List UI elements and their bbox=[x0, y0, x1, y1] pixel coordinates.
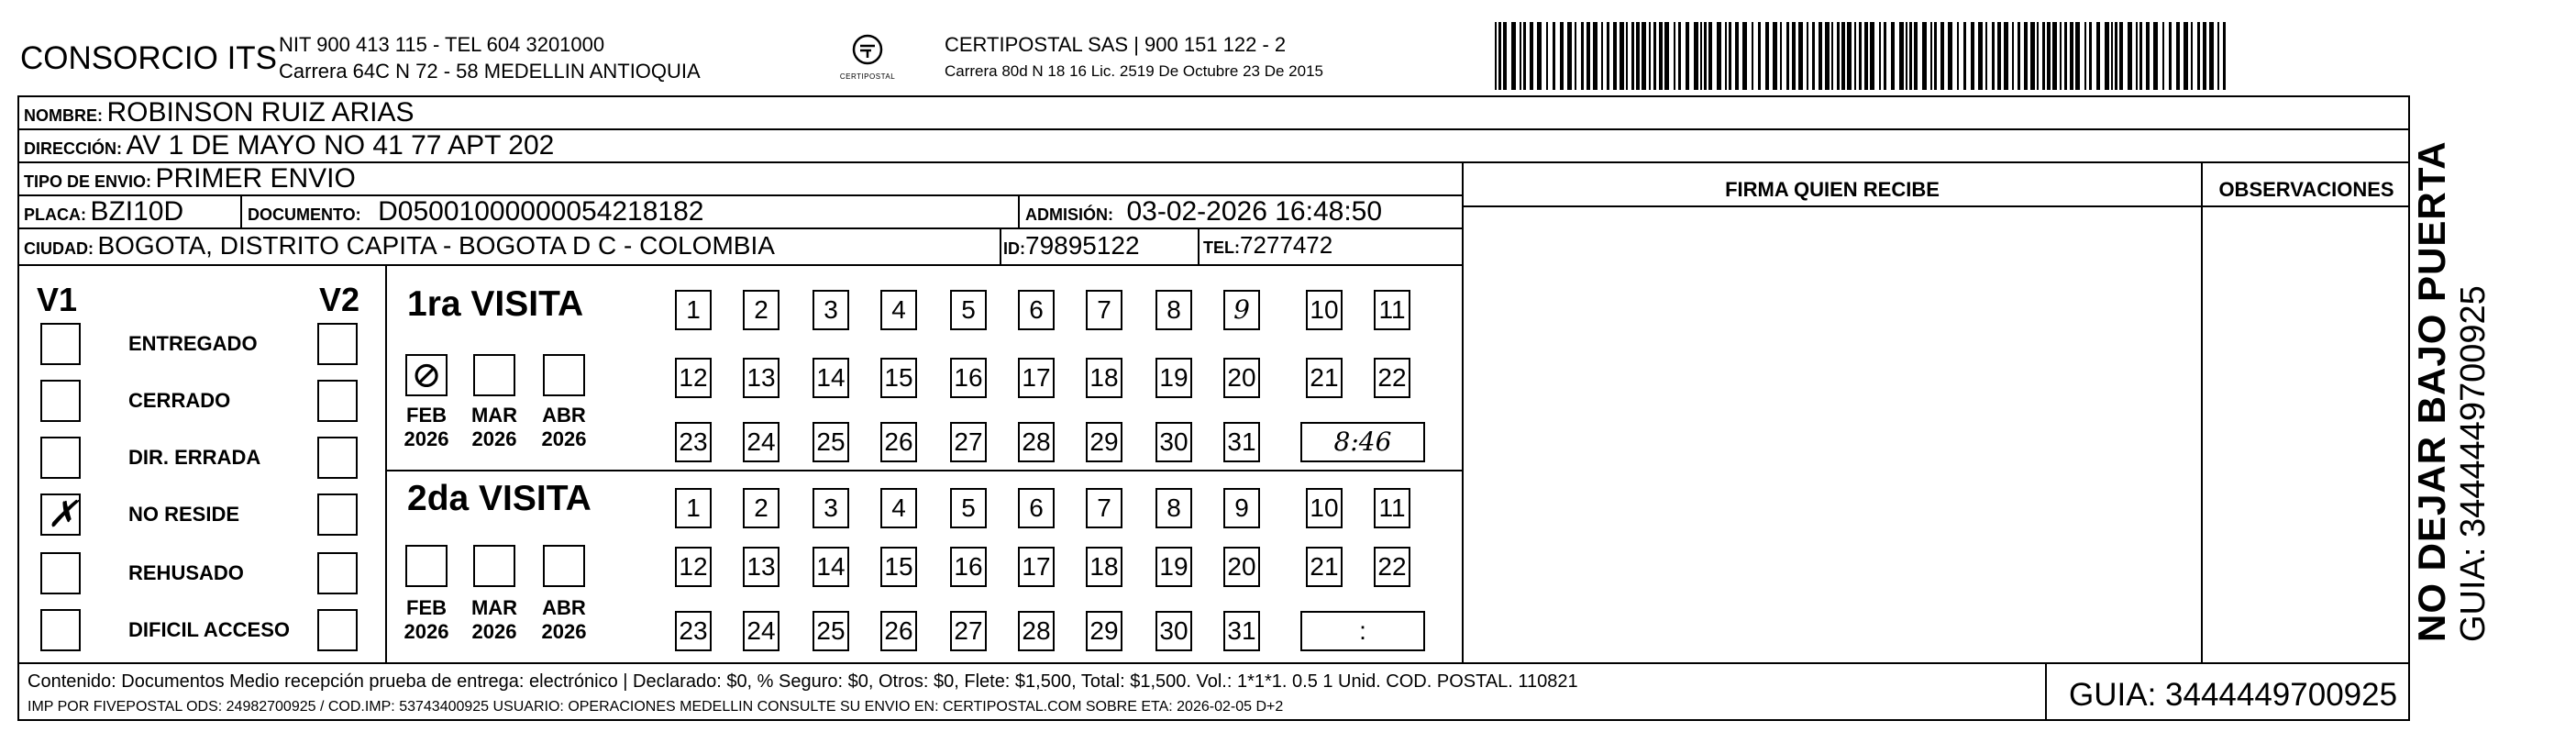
barcode-bar bbox=[1626, 22, 1628, 90]
nombre-label: NOMBRE: bbox=[24, 106, 103, 125]
barcode-bar bbox=[2203, 22, 2206, 90]
firma-header: FIRMA QUIEN RECIBE bbox=[1725, 178, 1940, 201]
barcode-bar bbox=[1807, 22, 1808, 90]
day-box[interactable]: 12 bbox=[675, 547, 712, 587]
barcode-bar bbox=[1780, 22, 1782, 90]
barcode-bar bbox=[1819, 22, 1822, 90]
barcode-bar bbox=[2024, 22, 2028, 90]
barcode-bar bbox=[2184, 22, 2188, 90]
rule bbox=[385, 470, 1462, 471]
v1-checkbox[interactable] bbox=[40, 493, 81, 536]
barcode-bar bbox=[1717, 22, 1721, 90]
barcode-bar bbox=[1704, 22, 1707, 90]
rule bbox=[17, 662, 2410, 664]
barcode-bar bbox=[1948, 22, 1952, 90]
barcode-bar bbox=[1963, 22, 1966, 90]
barcode-bar bbox=[1520, 22, 1521, 90]
day-box[interactable]: 12 bbox=[675, 358, 712, 398]
day-box[interactable]: 1 bbox=[675, 488, 712, 528]
barcode-bar bbox=[1992, 22, 1995, 90]
day-box[interactable]: 26 bbox=[880, 422, 917, 462]
day-box[interactable]: 17 bbox=[1018, 547, 1055, 587]
barcode-bar bbox=[1837, 22, 1840, 90]
barcode-bar bbox=[1537, 22, 1542, 90]
barcode-bar bbox=[2105, 22, 2109, 90]
day-box[interactable]: 5 bbox=[950, 488, 987, 528]
day-box[interactable]: 21 bbox=[1306, 547, 1343, 587]
certipostal-name: CERTIPOSTAL SAS | 900 151 122 - 2 bbox=[945, 33, 1287, 56]
company-info bbox=[279, 31, 701, 84]
barcode-bar bbox=[1694, 22, 1698, 90]
barcode-bar bbox=[1891, 22, 1895, 90]
status-label: DIFICIL ACCESO bbox=[128, 618, 291, 641]
day-box[interactable]: 10 bbox=[1306, 488, 1343, 528]
day-box[interactable]: 6 bbox=[1018, 290, 1055, 330]
barcode-bar bbox=[1653, 22, 1656, 90]
barcode-bar bbox=[2128, 22, 2132, 90]
v1-checkbox[interactable] bbox=[40, 552, 81, 594]
barcode-bar bbox=[1997, 22, 2001, 90]
barcode-bar bbox=[1765, 22, 1769, 90]
admision-value: 03-02-2026 16:48:50 bbox=[1126, 196, 1383, 227]
v2-checkbox[interactable] bbox=[317, 493, 358, 536]
visit1-title: 1ra VISITA bbox=[407, 284, 584, 324]
month-checkbox[interactable] bbox=[405, 354, 448, 396]
barcode-bar bbox=[1909, 22, 1912, 90]
barcode-bar bbox=[1725, 22, 1727, 90]
tel-value: 7277472 bbox=[1240, 231, 1333, 259]
barcode-bar bbox=[2119, 22, 2123, 90]
barcode-bar bbox=[1854, 22, 1856, 90]
barcode-bar bbox=[1523, 22, 1526, 90]
day-box[interactable]: 10 bbox=[1306, 290, 1343, 330]
status-label: CERRADO bbox=[128, 389, 231, 412]
observations-area[interactable] bbox=[2203, 207, 2410, 662]
v2-checkbox[interactable] bbox=[317, 609, 358, 651]
barcode-bar bbox=[1825, 22, 1830, 90]
barcode-bar bbox=[2169, 22, 2172, 90]
status-label: ENTREGADO bbox=[128, 332, 258, 355]
side-text bbox=[2410, 92, 2520, 642]
day-box[interactable]: 18 bbox=[1086, 547, 1122, 587]
day-box[interactable]: 14 bbox=[813, 547, 849, 587]
day-box[interactable]: 15 bbox=[880, 547, 917, 587]
month-year: 2026 bbox=[404, 620, 449, 643]
tel-label: TEL: bbox=[1203, 238, 1240, 257]
barcode-bar bbox=[2052, 22, 2057, 90]
documento-label: DOCUMENTO: bbox=[248, 205, 361, 224]
day-box[interactable]: 11 bbox=[1374, 488, 1410, 528]
signature-area[interactable] bbox=[1464, 207, 2201, 662]
certipostal-address: Carrera 80d N 18 16 Lic. 2519 De Octubre 23 De 2015 bbox=[945, 62, 1323, 80]
barcode-bar bbox=[2037, 22, 2039, 90]
ciudad-value: BOGOTA, DISTRITO CAPITA - BOGOTA D C - COLOMBIA bbox=[97, 231, 775, 260]
barcode-bar bbox=[1841, 22, 1845, 90]
rule bbox=[240, 194, 242, 227]
barcode-bar bbox=[1847, 22, 1852, 90]
barcode-bar bbox=[1620, 22, 1624, 90]
id-field bbox=[1003, 231, 1140, 261]
day-box[interactable]: 31 bbox=[1223, 611, 1260, 651]
status-label: NO RESIDE bbox=[128, 503, 240, 526]
day-box[interactable]: 16 bbox=[950, 547, 987, 587]
day-box[interactable]: 7 bbox=[1086, 290, 1122, 330]
barcode-bar bbox=[1511, 22, 1516, 90]
barcode-bar bbox=[2004, 22, 2008, 90]
nombre-field bbox=[24, 97, 415, 128]
day-box[interactable]: 20 bbox=[1223, 358, 1260, 398]
certipostal-logo-icon bbox=[849, 31, 886, 68]
day-box[interactable]: 2 bbox=[743, 488, 779, 528]
day-box[interactable]: 13 bbox=[743, 547, 779, 587]
direccion-value: AV 1 DE MAYO NO 41 77 APT 202 bbox=[126, 130, 555, 161]
status-label: DIR. ERRADA bbox=[128, 446, 261, 469]
barcode-bar bbox=[2146, 22, 2150, 90]
nombre-value: ROBINSON RUIZ ARIAS bbox=[106, 97, 415, 128]
day-box[interactable]: 28 bbox=[1018, 611, 1055, 651]
barcode-bar bbox=[2176, 22, 2180, 90]
v1-checkbox[interactable] bbox=[40, 437, 81, 479]
month-year: 2026 bbox=[471, 620, 517, 643]
barcode-bar bbox=[1601, 22, 1603, 90]
v2-checkbox[interactable] bbox=[317, 380, 358, 422]
barcode-bar bbox=[1631, 22, 1634, 90]
v1-checkbox[interactable] bbox=[40, 609, 81, 651]
barcode-bar bbox=[1773, 22, 1777, 90]
barcode-bar bbox=[1575, 22, 1576, 90]
side-guia: GUIA: 3444449700925 bbox=[2454, 285, 2493, 642]
day-box[interactable]: 23 bbox=[675, 422, 712, 462]
rule bbox=[17, 161, 2410, 163]
barcode-bar bbox=[1587, 22, 1590, 90]
month-name: MAR bbox=[470, 596, 518, 619]
day-box[interactable]: 9 bbox=[1223, 290, 1260, 330]
barcode-bar bbox=[1940, 22, 1944, 90]
day-box[interactable]: 20 bbox=[1223, 547, 1260, 587]
barcode-bar bbox=[2111, 22, 2113, 90]
month-name: ABR bbox=[542, 404, 586, 427]
day-box[interactable]: 5 bbox=[950, 290, 987, 330]
barcode-bar bbox=[2197, 22, 2200, 90]
day-box[interactable]: 3 bbox=[813, 488, 849, 528]
admision-label: ADMISIÓN: bbox=[1025, 205, 1113, 224]
id-label: ID: bbox=[1003, 239, 1025, 258]
documento-value: D05001000000054218182 bbox=[378, 196, 704, 227]
barcode-bar bbox=[1957, 22, 1959, 90]
barcode-bar bbox=[2084, 22, 2086, 90]
day-box[interactable]: 15 bbox=[880, 358, 917, 398]
day-box[interactable]: 29 bbox=[1086, 611, 1122, 651]
day-box[interactable]: 27 bbox=[950, 611, 987, 651]
barcode-bar bbox=[1581, 22, 1584, 90]
barcode-bar bbox=[2096, 22, 2100, 90]
barcode-bar bbox=[1971, 22, 1974, 90]
month-year: 2026 bbox=[471, 427, 517, 450]
barcode-bar bbox=[1914, 22, 1918, 90]
v2-checkbox[interactable] bbox=[317, 437, 358, 479]
barcode-bar bbox=[2070, 22, 2073, 90]
barcode-bar bbox=[1922, 22, 1927, 90]
month-year: 2026 bbox=[541, 427, 587, 450]
day-box[interactable]: 25 bbox=[813, 611, 849, 651]
day-box[interactable]: 25 bbox=[813, 422, 849, 462]
company-nit: NIT 900 413 115 - TEL 604 3201000 bbox=[279, 33, 605, 56]
rule bbox=[385, 264, 387, 662]
month-name: FEB bbox=[406, 404, 447, 427]
barcode-bar bbox=[1884, 22, 1886, 90]
barcode-bar bbox=[2018, 22, 2020, 90]
barcode-bar bbox=[1649, 22, 1651, 90]
day-box[interactable]: 11 bbox=[1374, 290, 1410, 330]
company-name: CONSORCIO ITS bbox=[20, 40, 278, 76]
barcode-bar bbox=[2115, 22, 2117, 90]
day-box[interactable]: 9 bbox=[1223, 488, 1260, 528]
status-label: REHUSADO bbox=[128, 561, 244, 584]
barcode-bar bbox=[1786, 22, 1789, 90]
barcode-bar bbox=[1985, 22, 1987, 90]
certipostal-info bbox=[945, 31, 1323, 84]
barcode-bar bbox=[1752, 22, 1753, 90]
day-box[interactable]: 16 bbox=[950, 358, 987, 398]
barcode-bar bbox=[2136, 22, 2138, 90]
month-checkbox[interactable] bbox=[473, 545, 515, 587]
barcode-bar bbox=[2089, 22, 2092, 90]
time-box[interactable]: 8:46 bbox=[1300, 422, 1425, 462]
footer-contenido: Contenido: Documentos Medio recepción prueba de entrega: electrónico | Declarado: $0, % Seguro: $0, Otros: $0, Flete: $1,500, Total: $1,500. Vol.: 1*1*1. 0.5 1 Unid. COD. POSTAL. 110821 bbox=[28, 671, 1578, 692]
logo-text: CERTIPOSTAL bbox=[839, 72, 896, 81]
v2-checkbox[interactable] bbox=[317, 323, 358, 365]
barcode-bar bbox=[1546, 22, 1548, 90]
month-name: MAR bbox=[470, 404, 518, 427]
documento-field bbox=[248, 196, 703, 227]
day-box[interactable]: 24 bbox=[743, 422, 779, 462]
day-box[interactable]: 24 bbox=[743, 611, 779, 651]
barcode-bar bbox=[1812, 22, 1815, 90]
day-box[interactable]: 30 bbox=[1155, 422, 1192, 462]
v1-label: V1 bbox=[37, 281, 78, 318]
barcode-bar bbox=[1930, 22, 1932, 90]
barcode-bar bbox=[1503, 22, 1507, 90]
month-year: 2026 bbox=[404, 427, 449, 450]
v1-checkbox[interactable] bbox=[40, 380, 81, 422]
barcode-bar bbox=[1678, 22, 1681, 90]
barcode-bar bbox=[1831, 22, 1833, 90]
barcode-bar bbox=[2217, 22, 2219, 90]
barcode-bar bbox=[1560, 22, 1564, 90]
barcode-bar bbox=[1859, 22, 1862, 90]
barcode-bar bbox=[1899, 22, 1904, 90]
barcode-bar bbox=[1674, 22, 1675, 90]
day-box[interactable]: 6 bbox=[1018, 488, 1055, 528]
barcode-bar bbox=[1978, 22, 1983, 90]
certipostal-logo bbox=[831, 31, 904, 88]
month-name: FEB bbox=[406, 596, 447, 619]
barcode-bar bbox=[1607, 22, 1609, 90]
barcode-bar bbox=[2030, 22, 2035, 90]
barcode-bar bbox=[1593, 22, 1598, 90]
barcode-bar bbox=[2153, 22, 2158, 90]
day-box[interactable]: 19 bbox=[1155, 547, 1192, 587]
barcode-bar bbox=[1934, 22, 1937, 90]
day-box[interactable]: 29 bbox=[1086, 422, 1122, 462]
barcode-bar bbox=[2191, 22, 2193, 90]
day-box[interactable]: 3 bbox=[813, 290, 849, 330]
day-box[interactable]: 2 bbox=[743, 290, 779, 330]
barcode-bar bbox=[1530, 22, 1533, 90]
barcode-bar bbox=[1495, 22, 1497, 90]
day-box[interactable]: 28 bbox=[1018, 422, 1055, 462]
barcode-bar bbox=[2162, 22, 2164, 90]
barcode-bar bbox=[1708, 22, 1712, 90]
month-mark-icon: ⊘ bbox=[411, 354, 442, 396]
barcode-bar bbox=[1686, 22, 1689, 90]
rule bbox=[1018, 194, 1020, 227]
day-box[interactable]: 30 bbox=[1155, 611, 1192, 651]
barcode-bar bbox=[1758, 22, 1761, 90]
direccion-label: DIRECCIÓN: bbox=[24, 139, 122, 158]
day-box[interactable]: 23 bbox=[675, 611, 712, 651]
barcode-bar bbox=[2139, 22, 2142, 90]
v2-checkbox[interactable] bbox=[317, 552, 358, 594]
barcode-bar bbox=[1642, 22, 1646, 90]
barcode-bar bbox=[2060, 22, 2062, 90]
day-box[interactable]: 7 bbox=[1086, 488, 1122, 528]
footer-guia: GUIA: 3444449700925 bbox=[2069, 677, 2398, 713]
company-address: Carrera 64C N 72 - 58 MEDELLIN ANTIOQUIA bbox=[279, 60, 701, 83]
tipo-envio-value: PRIMER ENVIO bbox=[155, 163, 356, 194]
barcode-bar bbox=[1906, 22, 1907, 90]
rule bbox=[1000, 227, 1001, 264]
barcode-bar bbox=[1792, 22, 1796, 90]
day-box[interactable]: 17 bbox=[1018, 358, 1055, 398]
day-box[interactable]: 4 bbox=[880, 488, 917, 528]
ciudad-field bbox=[24, 231, 775, 261]
month-checkbox[interactable] bbox=[405, 545, 448, 587]
barcode-bar bbox=[2012, 22, 2014, 90]
day-box[interactable]: 21 bbox=[1306, 358, 1343, 398]
barcode-bar bbox=[1879, 22, 1881, 90]
day-box[interactable]: 22 bbox=[1374, 358, 1410, 398]
barcode bbox=[1495, 22, 2228, 90]
barcode-bar bbox=[1870, 22, 1874, 90]
placa-field bbox=[24, 196, 183, 227]
month-year: 2026 bbox=[541, 620, 587, 643]
barcode-bar bbox=[1613, 22, 1617, 90]
day-box[interactable]: 8 bbox=[1155, 290, 1192, 330]
barcode-bar bbox=[2209, 22, 2214, 90]
ciudad-label: CIUDAD: bbox=[24, 239, 94, 258]
month-checkbox[interactable] bbox=[543, 545, 585, 587]
rule bbox=[2045, 662, 2047, 721]
barcode-bar bbox=[2075, 22, 2080, 90]
barcode-bar bbox=[1664, 22, 1669, 90]
day-box[interactable]: 4 bbox=[880, 290, 917, 330]
month-checkbox[interactable] bbox=[543, 354, 585, 396]
barcode-bar bbox=[1636, 22, 1640, 90]
day-box[interactable]: 19 bbox=[1155, 358, 1192, 398]
tipo-envio-label: TIPO DE ENVIO: bbox=[24, 172, 152, 191]
rule bbox=[17, 227, 1462, 229]
barcode-bar bbox=[2042, 22, 2045, 90]
barcode-bar bbox=[1729, 22, 1731, 90]
time-box[interactable]: : bbox=[1300, 611, 1425, 651]
admision-field bbox=[1025, 196, 1382, 227]
placa-value: BZI10D bbox=[90, 196, 184, 227]
barcode-bar bbox=[2064, 22, 2067, 90]
day-box[interactable]: 13 bbox=[743, 358, 779, 398]
barcode-bar bbox=[1553, 22, 1555, 90]
barcode-bar bbox=[2223, 22, 2226, 90]
id-value: 79895122 bbox=[1025, 231, 1140, 260]
barcode-bar bbox=[1567, 22, 1572, 90]
checkmark-icon: ✗ bbox=[47, 493, 78, 536]
direccion-field bbox=[24, 130, 554, 161]
barcode-bar bbox=[2047, 22, 2051, 90]
barcode-bar bbox=[1735, 22, 1739, 90]
day-box[interactable]: 26 bbox=[880, 611, 917, 651]
month-name: ABR bbox=[542, 596, 586, 619]
day-box[interactable]: 18 bbox=[1086, 358, 1122, 398]
tipo-envio-field bbox=[24, 163, 356, 194]
day-box[interactable]: 27 bbox=[950, 422, 987, 462]
day-box[interactable]: 8 bbox=[1155, 488, 1192, 528]
day-box[interactable]: 22 bbox=[1374, 547, 1410, 587]
day-box[interactable]: 1 bbox=[675, 290, 712, 330]
footer-impresion: IMP POR FIVEPOSTAL ODS: 24982700925 / COD.IMP: 53743400925 USUARIO: OPERACIONES MEDELLIN CONSULTE SU ENVIO EN: CERTIPOSTAL.COM SOBRE ETA: 2026-02-05 D+2 bbox=[28, 699, 1284, 715]
barcode-bar bbox=[1700, 22, 1702, 90]
barcode-bar bbox=[1742, 22, 1747, 90]
day-box[interactable]: 14 bbox=[813, 358, 849, 398]
barcode-bar bbox=[1864, 22, 1868, 90]
placa-label: PLACA: bbox=[24, 205, 86, 224]
tel-field bbox=[1203, 231, 1332, 260]
day-box[interactable]: 31 bbox=[1223, 422, 1260, 462]
v1-checkbox[interactable] bbox=[40, 323, 81, 365]
visit2-title: 2da VISITA bbox=[407, 479, 591, 518]
rule bbox=[17, 264, 1462, 266]
month-checkbox[interactable] bbox=[473, 354, 515, 396]
barcode-bar bbox=[1659, 22, 1663, 90]
no-dejar-warning: NO DEJAR BAJO PUERTA bbox=[2410, 140, 2453, 642]
observaciones-header: OBSERVACIONES bbox=[2218, 178, 2394, 201]
barcode-bar bbox=[1498, 22, 1501, 90]
rule bbox=[1198, 227, 1200, 264]
barcode-bar bbox=[1798, 22, 1803, 90]
v2-label: V2 bbox=[319, 281, 360, 318]
